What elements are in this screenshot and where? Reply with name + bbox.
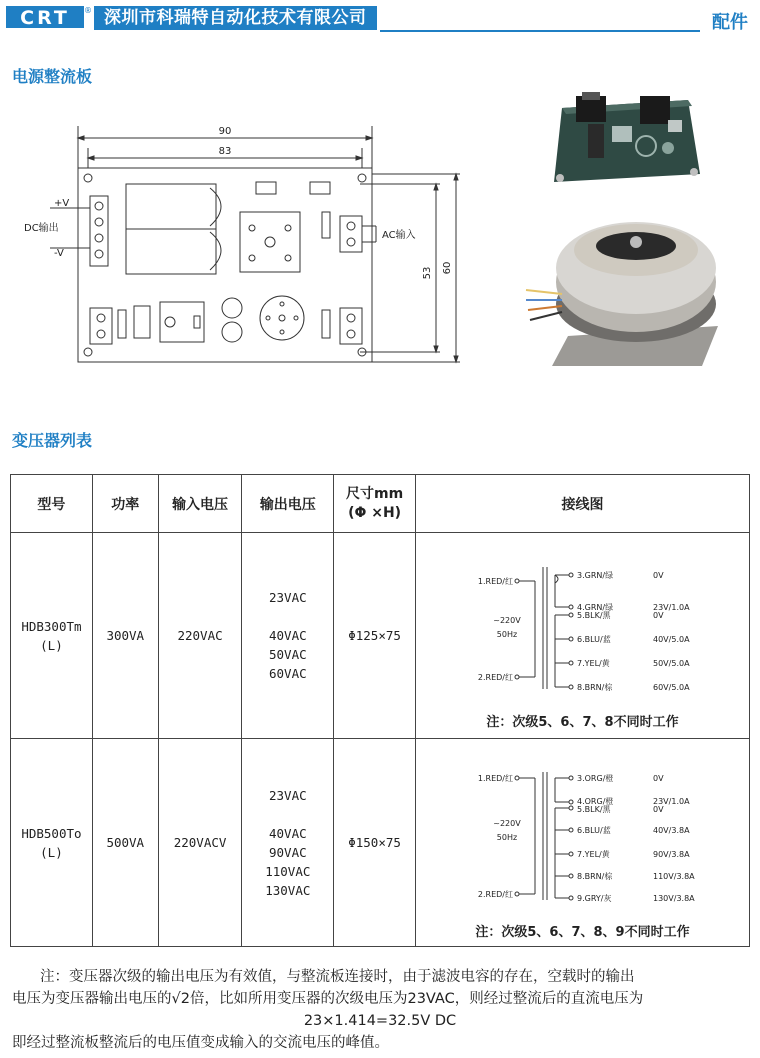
secondary-tap: 9.GRY/灰 <box>577 893 612 903</box>
output-voltage-item: 110VAC <box>265 863 311 879</box>
cell-output-voltage <box>242 739 334 947</box>
primary-voltage: ~220V <box>493 615 522 625</box>
footnote <box>12 966 748 1054</box>
secondary-tap: 7.YEL/黄 <box>577 658 611 668</box>
secondary-tap: 5.BLK/黑 <box>577 610 612 620</box>
cell-power: 300VA <box>92 533 158 739</box>
page-header <box>0 0 760 40</box>
secondary-value: 0V <box>653 610 665 620</box>
primary-frequency: 50Hz <box>497 629 518 639</box>
transformer-table <box>10 474 750 947</box>
output-voltage-spacer <box>242 607 333 626</box>
dim-height-inner: 53 <box>422 266 433 280</box>
cell-input-voltage: 220VAC <box>158 533 242 739</box>
secondary-tap: 3.ORG/橙 <box>577 773 614 783</box>
output-voltage-item: 40VAC <box>269 628 307 643</box>
secondary-tap: 4.GRN/绿 <box>577 602 614 612</box>
model-line2: (L) <box>40 844 63 860</box>
dim-width-outer: 90 <box>218 126 232 137</box>
header-output-voltage: 输出电压 <box>242 475 334 533</box>
secondary-value: 0V <box>653 773 665 783</box>
output-voltage-item: 90VAC <box>269 844 307 860</box>
crt-logo <box>6 4 92 30</box>
header-divider <box>380 30 700 32</box>
transformer-section-title: 变压器列表 <box>12 431 93 450</box>
secondary-tap: 6.BLU/蓝 <box>577 825 612 835</box>
registered-mark: ® <box>84 6 92 15</box>
header-input-voltage: 输入电压 <box>158 475 242 533</box>
secondary-tap: 5.BLK/黑 <box>577 804 612 814</box>
secondary-value: 90V/3.8A <box>653 849 691 859</box>
secondary-tap: 3.GRN/绿 <box>577 570 614 580</box>
header-power: 功率 <box>92 475 158 533</box>
secondary-value: 40V/3.8A <box>653 825 691 835</box>
cell-power: 500VA <box>92 739 158 947</box>
primary-top-label: 1.RED/红 <box>478 576 514 586</box>
cell-size: Φ125×75 <box>334 533 416 739</box>
cell-size: Φ150×75 <box>334 739 416 947</box>
output-voltage-spacer <box>242 805 333 824</box>
footnote-line4: 即经过整流板整流后的电压值变成输入的交流电压的峰值。 <box>12 1035 389 1051</box>
cell-input-voltage: 220VACV <box>158 739 242 947</box>
primary-top-label: 1.RED/红 <box>478 773 514 783</box>
table-header-row <box>11 475 750 533</box>
company-name: 深圳市科瑞特自动化技术有限公司 <box>94 6 377 30</box>
primary-bottom-label: 2.RED/红 <box>478 889 514 899</box>
secondary-tap: 8.BRN/棕 <box>577 871 613 881</box>
primary-bottom-label: 2.RED/红 <box>478 672 514 682</box>
header-size <box>334 475 416 533</box>
header-wiring: 接线图 <box>415 475 749 533</box>
secondary-tap: 8.BRN/棕 <box>577 682 613 692</box>
table-row <box>11 533 750 739</box>
pcb-photo <box>548 90 706 198</box>
footnote-line2-a: 电压为变压器输出电压的 <box>12 991 172 1007</box>
secondary-value: 0V <box>653 570 665 580</box>
toroidal-transformer-photo <box>522 208 730 370</box>
secondary-value: 23V/1.0A <box>653 796 691 806</box>
cell-output-voltage <box>242 533 334 739</box>
label-minus-v: -V <box>54 248 64 259</box>
secondary-value: 40V/5.0A <box>653 634 691 644</box>
secondary-value: 60V/5.0A <box>653 682 691 692</box>
secondary-value: 110V/3.8A <box>653 871 696 881</box>
model-line2: (L) <box>40 637 63 653</box>
secondary-value: 23V/1.0A <box>653 602 691 612</box>
footnote-line3: 23×1.414=32.5V DC <box>303 1013 457 1029</box>
cell-wiring <box>415 739 749 947</box>
output-voltage-item: 130VAC <box>265 882 311 898</box>
wiring-diagram <box>417 768 747 918</box>
secondary-tap: 7.YEL/黄 <box>577 849 611 859</box>
cell-model <box>11 533 93 739</box>
header-size-line2: (Φ ×H) <box>348 504 402 521</box>
wiring-note: 注：次级5、6、7、8、9不同时工作 <box>475 925 690 940</box>
cell-wiring <box>415 533 749 739</box>
wiring-note: 注：次级5、6、7、8不同时工作 <box>486 715 679 730</box>
logo-text: CRT <box>20 7 70 29</box>
secondary-value: 130V/3.8A <box>653 893 696 903</box>
label-plus-v: +V <box>54 198 70 209</box>
rectifier-board-drawing <box>20 118 480 378</box>
sqrt2-symbol: √2 <box>171 991 190 1007</box>
dim-width-inner: 83 <box>218 146 232 157</box>
wiring-diagram <box>417 561 747 711</box>
cell-model <box>11 739 93 947</box>
label-ac-input: AC输入 <box>382 230 416 241</box>
footnote-line2 <box>12 988 748 1010</box>
model-line1: HDB500To <box>21 825 82 841</box>
secondary-tap: 4.ORG/橙 <box>577 796 614 806</box>
output-voltage-item: 23VAC <box>269 787 307 803</box>
secondary-value: 0V <box>653 804 665 814</box>
output-voltage-item: 60VAC <box>269 666 307 681</box>
output-voltage-item: 23VAC <box>269 590 307 605</box>
secondary-tap: 6.BLU/蓝 <box>577 634 612 644</box>
footnote-line2-b: 倍，比如所用变压器的次级电压为23VAC，则经过整流后的直流电压为 <box>189 991 644 1007</box>
output-voltage-item: 40VAC <box>269 825 307 841</box>
header-model: 型号 <box>11 475 93 533</box>
footnote-line1: 注：变压器次级的输出电压为有效值，与整流板连接时，由于滤波电容的存在，空载时的输出 <box>40 969 635 985</box>
label-dc-output: DC输出 <box>24 223 59 234</box>
output-voltage-item: 50VAC <box>269 647 307 662</box>
model-line1: HDB300Tm <box>21 618 82 634</box>
dim-height-outer: 60 <box>442 261 453 275</box>
primary-frequency: 50Hz <box>497 832 518 842</box>
board-section-title: 电源整流板 <box>12 67 93 86</box>
secondary-value: 50V/5.0A <box>653 658 691 668</box>
primary-voltage: ~220V <box>493 818 522 828</box>
header-size-line1: 尺寸mm <box>345 485 404 502</box>
section-tag: 配件 <box>712 12 748 33</box>
table-row <box>11 739 750 947</box>
